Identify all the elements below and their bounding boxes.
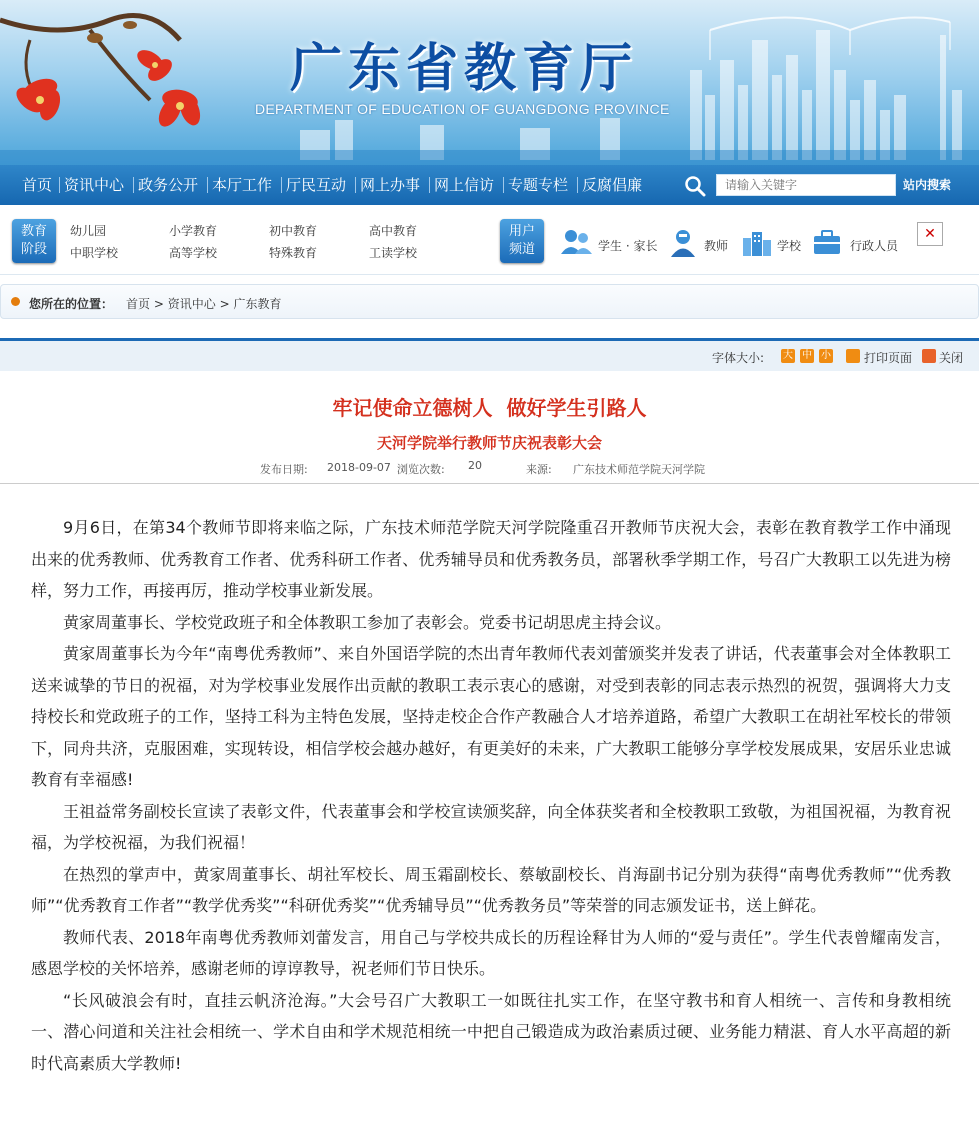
site-title-english: DEPARTMENT OF EDUCATION OF GUANGDONG PROVINCE <box>255 101 670 117</box>
nav-separator <box>503 177 504 193</box>
breadcrumb-news-center[interactable]: 资讯中心 <box>167 297 216 311</box>
search-input[interactable] <box>716 174 896 196</box>
channel-bar <box>0 207 979 275</box>
students-parents-icon <box>560 228 594 256</box>
font-size-large-button[interactable]: 大 <box>783 350 793 361</box>
user-channel-teachers[interactable] <box>668 232 738 256</box>
nav-news-center[interactable]: 资讯中心 <box>64 176 125 194</box>
nav-separator <box>429 177 430 193</box>
font-size-small-button[interactable]: 小 <box>821 350 831 361</box>
close-page-link[interactable]: 关闭 <box>939 351 964 365</box>
stage-link-junior-high[interactable]: 初中教育 <box>269 224 318 238</box>
publish-date: 2018-09-07 <box>327 461 391 474</box>
administrator-label: 行政人员 <box>850 239 899 253</box>
nav-department-work[interactable]: 本厅工作 <box>212 176 273 194</box>
source-label: 来源: <box>526 463 552 476</box>
article-body <box>31 512 951 1079</box>
user-channel-administrators[interactable] <box>812 232 907 256</box>
print-page-link[interactable]: 打印页面 <box>864 351 913 365</box>
user-channel-badge-line1: 用户 <box>508 224 535 239</box>
nav-home[interactable]: 首页 <box>22 176 53 194</box>
font-size-label: 字体大小: <box>712 351 765 365</box>
site-search-button[interactable]: 站内搜索 <box>903 178 952 192</box>
close-icon <box>922 349 936 363</box>
user-channel-badge-line2: 频道 <box>508 242 535 257</box>
main-navigation <box>0 165 979 205</box>
nav-separator <box>207 177 208 193</box>
kapok-flower-graphic <box>0 0 240 165</box>
article-title: 牢记使命立德树人 做好学生引路人 <box>332 396 647 420</box>
article-paragraph: 黄家周董事长为今年“南粤优秀教师”、来自外国语学院的杰出青年教师代表刘蕾颁奖并发表了讲话，代表董事会对全体教职工送来诚挚的节日的祝福，对为学校事业发展作出贡献的教职工表示衷心的感谢，对受到表彰的同志表示热烈的祝贺，强调将大力支持校长和党政班子的工作，坚持工科为主特色发展，坚持走校企合作产教融合人才培养道路，希望广大教职工在胡社军校长的带领下，同舟共济，克服困难，实现转设，相信学校会越办越好，有更美好的未来，广大教职工能够分享学校发展成果，安居乐业忠诚教育有幸福感! <box>31 644 951 789</box>
briefcase-icon <box>812 228 842 256</box>
nav-anti-corruption[interactable]: 反腐倡廉 <box>582 176 643 194</box>
teacher-icon <box>668 228 698 258</box>
breadcrumb-bullet-icon <box>11 297 20 306</box>
article-paragraph: 王祖益常务副校长宣读了表彰文件，代表董事会和学校宣读颁奖辞，向全体获奖者和全校教职工致敬，为祖国祝福，为教育祝福，为学校祝福，为我们祝福！ <box>31 801 951 852</box>
site-title: 广东省教育厅 <box>290 39 639 99</box>
stage-link-kindergarten[interactable]: 幼儿园 <box>70 224 107 238</box>
source: 广东技术师范学院天河学院 <box>573 463 705 476</box>
nav-separator <box>59 177 60 193</box>
nav-interaction[interactable]: 厅民互动 <box>286 176 347 194</box>
meta-divider <box>0 483 979 484</box>
view-count: 20 <box>468 459 482 472</box>
nav-separator <box>133 177 134 193</box>
breadcrumb-path <box>126 295 281 312</box>
teacher-label: 教师 <box>704 239 729 253</box>
article-paragraph: 教师代表、2018年南粤优秀教师刘蕾发言，用自己与学校共成长的历程诠释甘为人师的“爱与责任”。学生代表曾耀南发言，感恩学校的关怀培养，感谢老师的谆谆教导，祝老师们节日快乐。 <box>31 927 951 978</box>
nav-separator <box>281 177 282 193</box>
education-stage-badge-line1: 教育 <box>20 224 47 239</box>
education-stage-badge <box>12 219 56 263</box>
breadcrumb-separator: > <box>219 297 230 311</box>
view-count-label: 浏览次数: <box>397 463 445 476</box>
nav-separator <box>355 177 356 193</box>
nav-government-affairs[interactable]: 政务公开 <box>138 176 199 194</box>
article-subtitle: 天河学院举行教师节庆祝表彰大会 <box>376 434 602 452</box>
school-building-icon <box>741 228 773 256</box>
breadcrumb <box>0 284 979 319</box>
user-channel-schools[interactable] <box>741 232 811 256</box>
article-toolbar <box>0 341 979 371</box>
print-icon <box>846 349 860 363</box>
font-size-medium-button[interactable]: 中 <box>802 350 812 361</box>
nav-online-services[interactable]: 网上办事 <box>360 176 421 194</box>
user-channel-badge <box>500 219 544 263</box>
breadcrumb-guangdong-education[interactable]: 广东教育 <box>233 297 282 311</box>
article-paragraph: 在热烈的掌声中，黄家周董事长、胡社军校长、周玉霜副校长、蔡敏副校长、肖海副书记分别为获得“南粤优秀教师”“优秀教师”“优秀教育工作者”“教学优秀奖”“科研优秀奖”“优秀辅导员”“优秀教务员”等荣誉的同志颁发证书，送上鲜花。 <box>31 864 951 915</box>
article-paragraph: 黄家周董事长、学校党政班子和全体教职工参加了表彰会。党委书记胡思虎主持会议。 <box>63 612 672 632</box>
education-stage-badge-line2: 阶段 <box>20 242 47 257</box>
breadcrumb-home[interactable]: 首页 <box>126 297 151 311</box>
stage-link-senior-high[interactable]: 高中教育 <box>369 224 418 238</box>
article-paragraph: 9月6日，在第34个教师节即将来临之际，广东技术师范学院天河学院隆重召开教师节庆祝大会，表彰在教育教学工作中涌现出来的优秀教师、优秀教育工作者、优秀科研工作者、优秀辅导员和优秀教务员，部署秋季学期工作，号召广大教职工以先进为榜样，努力工作，再接再厉，推动学校事业新发展。 <box>31 518 951 600</box>
students-parents-label: 学生 · 家长 <box>598 239 658 253</box>
stage-link-work-study[interactable]: 工读学校 <box>369 246 418 260</box>
breadcrumb-separator: > <box>153 297 164 311</box>
stage-link-vocational[interactable]: 中职学校 <box>70 246 119 260</box>
breadcrumb-label: 您所在的位置： <box>29 297 114 311</box>
nav-special-topics[interactable]: 专题专栏 <box>508 176 569 194</box>
nav-separator <box>577 177 578 193</box>
site-header-banner <box>0 0 979 165</box>
search-icon <box>684 175 706 197</box>
stage-link-primary[interactable]: 小学教育 <box>169 224 218 238</box>
user-channel-students-parents[interactable] <box>560 232 660 256</box>
school-label: 学校 <box>777 239 802 253</box>
nav-online-petition[interactable]: 网上信访 <box>434 176 495 194</box>
channel-close-button[interactable]: ✕ <box>917 222 943 246</box>
stage-link-special-ed[interactable]: 特殊教育 <box>269 246 318 260</box>
article-paragraph: “长风破浪会有时，直挂云帆济沧海。”大会号召广大教职工一如既往扎实工作，在坚守教书和育人相统一、言传和身教相统一、潜心问道和关注社会相统一、学术自由和学术规范相统一中把自己锻造成为政治素质过硬、业务能力精湛、育人水平高超的新时代高素质大学教师! <box>31 990 951 1073</box>
stage-link-higher-ed[interactable]: 高等学校 <box>169 246 218 260</box>
publish-date-label: 发布日期: <box>260 463 308 476</box>
article-meta <box>0 461 979 481</box>
